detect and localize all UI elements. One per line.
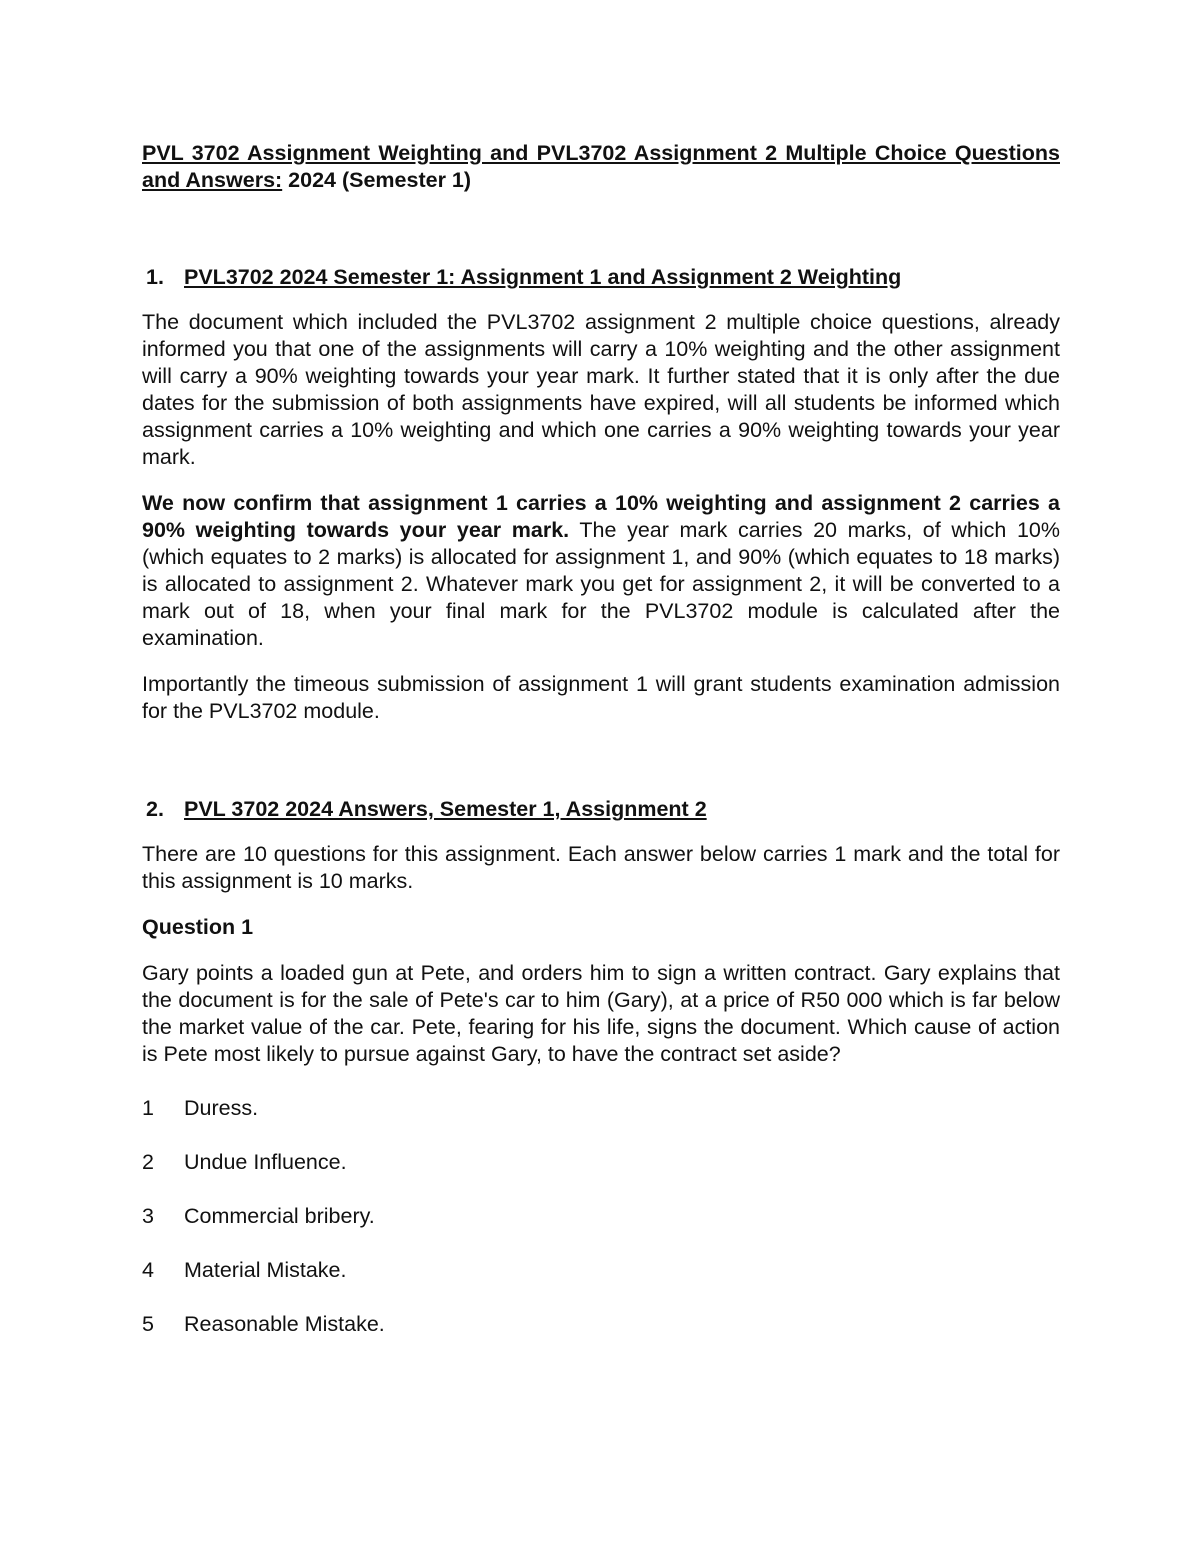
question-1-option bbox=[142, 1257, 1060, 1284]
option-text: Reasonable Mistake. bbox=[184, 1312, 385, 1336]
document-title bbox=[142, 140, 1060, 194]
option-text: Material Mistake. bbox=[184, 1258, 347, 1282]
section-1-paragraph-2 bbox=[142, 490, 1060, 652]
section-1-number: 1. bbox=[146, 265, 164, 289]
option-text: Commercial bribery. bbox=[184, 1204, 375, 1228]
question-1-heading: Question 1 bbox=[142, 915, 254, 939]
option-text: Duress. bbox=[184, 1096, 259, 1120]
option-text: Undue Influence. bbox=[184, 1150, 347, 1174]
option-number: 3 bbox=[142, 1204, 154, 1228]
section-1-heading bbox=[142, 264, 1060, 291]
option-number: 2 bbox=[142, 1150, 154, 1174]
section-2-heading-text: PVL 3702 2024 Answers, Semester 1, Assignment 2 bbox=[184, 797, 707, 821]
option-number: 5 bbox=[142, 1312, 154, 1336]
section-1-heading-text: PVL3702 2024 Semester 1: Assignment 1 and Assignment 2 Weighting bbox=[184, 265, 902, 289]
question-1-option bbox=[142, 1095, 1060, 1122]
document-title-rest: 2024 (Semester 1) bbox=[282, 168, 472, 192]
section-2-intro: There are 10 questions for this assignment. Each answer below carries 1 mark and the total for this assignment is 10 marks. bbox=[142, 842, 1060, 893]
question-1-text: Gary points a loaded gun at Pete, and orders him to sign a written contract. Gary explains that the document is for the sale of Pete's car to him (Gary), at a price of R50 000 which is far below the market value of the car. Pete, fearing for his life, signs the document. Which cause of action is Pete most likely to pursue against Gary, to have the contract set aside? bbox=[142, 961, 1060, 1066]
question-1-option bbox=[142, 1149, 1060, 1176]
document-page bbox=[142, 140, 1060, 1338]
weighting-confirmation: We now confirm that assignment 1 carries a 10% weighting and assignment 2 carries a 90% weighting towards your year mark. bbox=[142, 491, 1060, 542]
section-1-paragraph-1: The document which included the PVL3702 assignment 2 multiple choice questions, already informed you that one of the assignments will carry a 10% weighting and the other assignment will carry a 90% weighting towards your year mark. It further stated that it is only after the due dates for the submission of both assignments have expired, will all students be informed which assignment carries a 10% weighting and which one carries a 90% weighting towards your year mark. bbox=[142, 310, 1060, 469]
year-mark-explanation: The year mark carries 20 marks, of which 10% (which equates to 2 marks) is allocated for assignment 1, and 90% (which equates to 18 marks) is allocated to assignment 2. Whatever mark you get for assignment 2, it will be converted to a mark out of 18, when your final mark for the PVL3702 module is calculated after the examination. bbox=[142, 518, 1060, 650]
section-2-heading bbox=[142, 796, 1060, 823]
document-title-underlined: PVL 3702 Assignment Weighting and PVL3702 Assignment 2 Multiple Choice Questions and Answers: bbox=[142, 141, 1060, 192]
option-number: 4 bbox=[142, 1258, 154, 1282]
option-number: 1 bbox=[142, 1096, 154, 1120]
question-1-option bbox=[142, 1311, 1060, 1338]
question-1-option bbox=[142, 1203, 1060, 1230]
section-2-number: 2. bbox=[146, 797, 164, 821]
section-1-paragraph-3: Importantly the timeous submission of assignment 1 will grant students examination admission for the PVL3702 module. bbox=[142, 672, 1060, 723]
